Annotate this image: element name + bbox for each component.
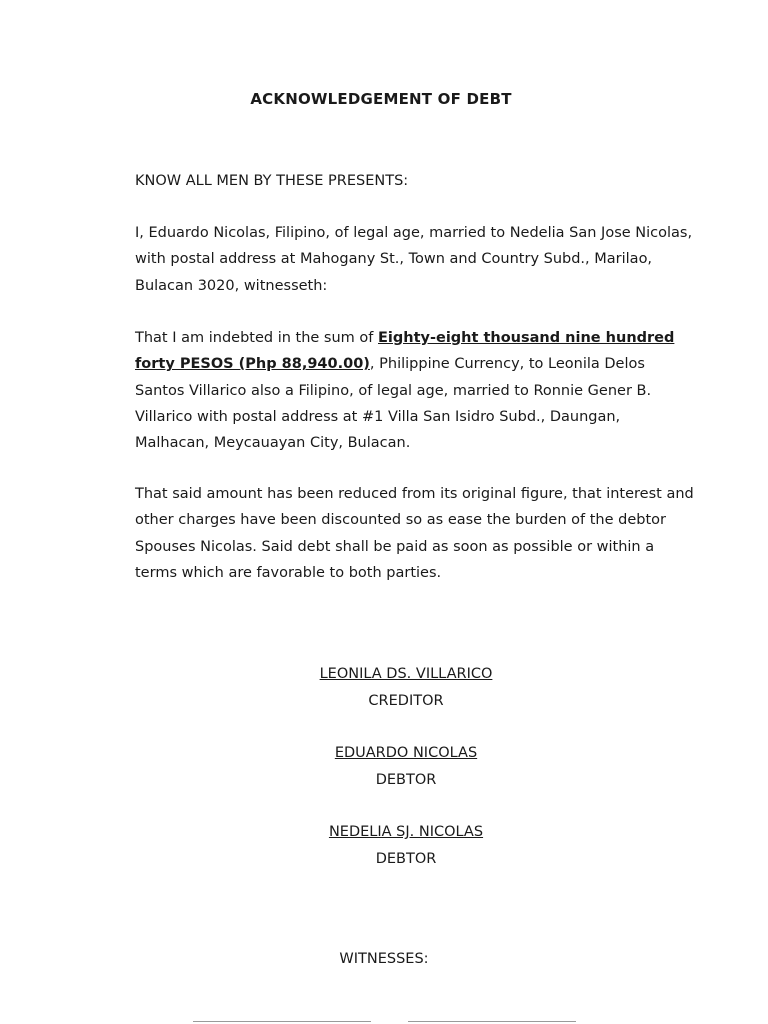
signatory-role: DEBTOR — [375, 850, 437, 867]
debt-amount: Eighty-eight thousand nine hundred forty PESOS (Php 88,940.00) — [135, 330, 675, 373]
signature-block-debtor-1 — [256, 740, 556, 793]
signatory-role: DEBTOR — [375, 771, 437, 788]
debt-text-before: That I am indebted in the sum of — [135, 330, 378, 346]
signature-block-creditor — [256, 661, 556, 714]
debt-paragraph — [135, 325, 695, 456]
document-title: ACKNOWLEDGEMENT OF DEBT — [250, 90, 512, 108]
signatory-name: LEONILA DS. VILLARICO — [319, 666, 493, 682]
signatory-name: NEDELIA SJ. NICOLAS — [328, 824, 484, 840]
opening-paragraph: KNOW ALL MEN BY THESE PRESENTS: — [135, 173, 409, 189]
witness-signature-line — [193, 1021, 371, 1022]
debt-text-after: , Philippine Currency, to Leonila Delos Santos Villarico also a Filipino, of legal age, married to Ronnie Gener B. Villarico with postal address at #1 Villa San Isidro Subd., Daungan, Malhacan, Meycauayan City, Bulacan. — [135, 356, 652, 452]
intro-paragraph: I, Eduardo Nicolas, Filipino, of legal age, married to Nedelia San Jose Nicolas, with postal address at Mahogany St., Town and Country Subd., Marilao, Bulacan 3020, witnesseth: — [135, 225, 693, 294]
witnesses-label: WITNESSES: — [339, 951, 429, 967]
signatory-role: CREDITOR — [368, 692, 444, 709]
witness-signature-line — [408, 1021, 576, 1022]
signatory-name: EDUARDO NICOLAS — [334, 745, 478, 761]
signature-block-debtor-2 — [256, 819, 556, 872]
reduction-paragraph: That said amount has been reduced from its original figure, that interest and other charges have been discounted so as ease the burden of the debtor Spouses Nicolas. Said debt shall be paid as soon as possible or within a terms which are favorable to both parties. — [135, 486, 694, 581]
